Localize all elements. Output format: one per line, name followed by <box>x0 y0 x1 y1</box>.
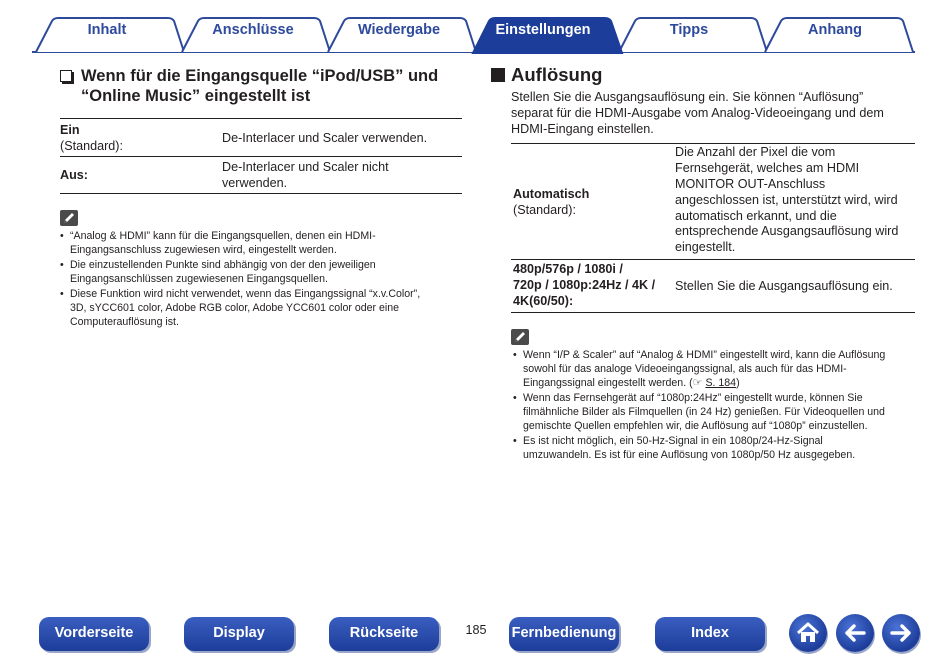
nav-button-vorderseite[interactable]: Vorderseite <box>39 617 149 651</box>
note-line: Computerauflösung ist. <box>70 315 179 328</box>
list-item <box>60 259 462 287</box>
table-row <box>60 157 462 194</box>
option-label <box>511 259 675 312</box>
arrow-right-icon[interactable] <box>882 614 920 652</box>
page-number: 185 <box>465 623 487 637</box>
note-line: Eingangsanschlüssen zugewiesenen Eingangsquellen. <box>70 272 328 285</box>
arrow-left-icon[interactable] <box>836 614 874 652</box>
intro-line: Stellen Sie die Ausgangsauflösung ein. Sie können “Auflösung” <box>511 90 864 104</box>
checkbox-icon <box>60 70 72 82</box>
resolution-table <box>511 143 915 313</box>
tab-bar <box>0 0 950 60</box>
tab-einstellungen[interactable]: Einstellungen <box>495 22 591 38</box>
note-line: filmähnliche Bilder als Filmquellen (in 24 Hz) genießen. Für Videoquellen und <box>523 406 885 419</box>
note-line: • Die einzustellenden Punkte sind abhängig von der den jeweiligen <box>70 259 376 272</box>
list-item <box>60 288 462 329</box>
nav-button-index[interactable]: Index <box>655 617 765 651</box>
square-bullet-icon <box>491 68 505 82</box>
table-row <box>511 144 915 260</box>
option-label-line: 720p / 1080p:24Hz / 4K / <box>513 277 656 292</box>
heading-text: Auflösung <box>511 64 603 85</box>
list-item <box>513 392 915 433</box>
pencil-icon <box>511 329 529 345</box>
note-line: • Wenn “I/P & Scaler” auf “Analog & HDMI” eingestellt wird, kann die Auflösung <box>523 349 886 362</box>
section-title-line2: “Online Music” eingestellt ist <box>81 87 311 105</box>
option-value-line: De-Interlacer und Scaler nicht <box>222 160 389 174</box>
note-line: gemischte Quellen empfehlen wir, die Auflösung auf “1080p” einzustellen. <box>523 419 868 432</box>
hand-pointer-icon: ☞ <box>692 376 703 389</box>
list-item <box>513 349 915 390</box>
nav-button-rueckseite[interactable]: Rückseite <box>329 617 439 651</box>
intro-line: separat für die HDMI-Ausgabe vom Analog-Videoeingang und dem <box>511 105 884 120</box>
tab-anschluesse[interactable]: Anschlüsse <box>212 22 294 38</box>
option-value-line: MONITOR OUT-Anschluss <box>675 176 826 191</box>
list-item <box>513 435 915 463</box>
option-label-main: Ein <box>60 122 80 137</box>
note-line: • “Analog & HDMI” kann für die Eingangsquellen, denen ein HDMI- <box>70 230 376 242</box>
option-label-line: 480p/576p / 1080i / <box>513 261 623 276</box>
table-row <box>511 259 915 312</box>
left-column <box>60 66 462 331</box>
option-label-sub: (Standard): <box>60 138 123 153</box>
note-line: • Diese Funktion wird nicht verwendet, wenn das Eingangssignal “x.v.Color”, <box>70 288 421 301</box>
option-value <box>675 144 915 260</box>
nav-button-display[interactable]: Display <box>184 617 294 651</box>
section-title <box>60 66 462 106</box>
note-line: sowohl für das analoge Videoeingangssignal, als auch für das HDMI- <box>523 363 847 376</box>
note-line: • Wenn das Fernsehgerät auf “1080p:24Hz” eingestellt wurde, können Sie <box>523 392 863 405</box>
section-title-line1: Wenn für die Eingangsquelle “iPod/USB” und <box>81 67 439 85</box>
option-label <box>60 157 222 194</box>
note-text: ) <box>736 376 740 389</box>
option-value-line: verwenden. <box>222 176 288 190</box>
option-label <box>60 119 222 157</box>
option-value: De-Interlacer und Scaler verwenden. <box>222 130 428 145</box>
option-value-line: Fernsehgerät, welches am HDMI <box>675 161 860 176</box>
option-table <box>60 118 462 194</box>
heading <box>491 64 915 86</box>
option-value-line: eingestellt. <box>675 240 736 255</box>
pencil-icon <box>60 210 78 226</box>
home-icon[interactable] <box>789 614 827 652</box>
note-line <box>523 377 915 391</box>
table-row <box>60 119 462 157</box>
list-item <box>60 230 462 258</box>
notes-list <box>60 230 462 330</box>
note-line: 3D, sYCC601 color, Adobe RGB color, Adobe YCC601 color oder eine <box>70 302 399 315</box>
note-line: • Es ist nicht möglich, ein 50-Hz-Signal in ein 1080p/24-Hz-Signal <box>523 435 823 448</box>
tab-tipps[interactable]: Tipps <box>669 22 709 38</box>
option-label-sub: (Standard): <box>513 202 576 217</box>
option-value: Stellen Sie die Ausgangsauflösung ein. <box>675 279 893 294</box>
option-value-line: Die Anzahl der Pixel die vom <box>675 145 836 160</box>
option-value-line: entsprechende Ausgangsauflösung wird <box>675 224 899 239</box>
tab-wiedergabe[interactable]: Wiedergabe <box>357 22 441 38</box>
option-value <box>222 157 462 194</box>
option-value-line: automatisch erkannt, und die <box>675 208 837 223</box>
right-column <box>491 64 915 465</box>
intro-text <box>511 90 901 137</box>
notes-list <box>513 349 915 463</box>
intro-line: HDMI-Eingang einstellen. <box>511 121 654 136</box>
option-value-line: angeschlossen ist, unterstützt wird, wird <box>675 192 898 207</box>
option-label-line: 4K(60/50): <box>513 293 574 308</box>
tab-inhalt[interactable]: Inhalt <box>87 22 127 38</box>
option-label-main: Automatisch <box>513 186 590 201</box>
note-text: Eingangssignal eingestellt werden. ( <box>523 376 693 389</box>
tab-anhang[interactable]: Anhang <box>808 22 862 38</box>
nav-button-fernbedienung[interactable]: Fernbedienung <box>509 617 619 651</box>
option-label <box>511 144 675 260</box>
note-line: Eingangsanschluss zugewiesen wird, eingestellt werden. <box>70 243 337 256</box>
option-label-main: Aus: <box>60 168 88 182</box>
note-line: umzuwandeln. Es ist für eine Auflösung von 1080p/50 Hz ausgegeben. <box>523 449 856 462</box>
page-link[interactable]: S. 184 <box>705 376 737 389</box>
